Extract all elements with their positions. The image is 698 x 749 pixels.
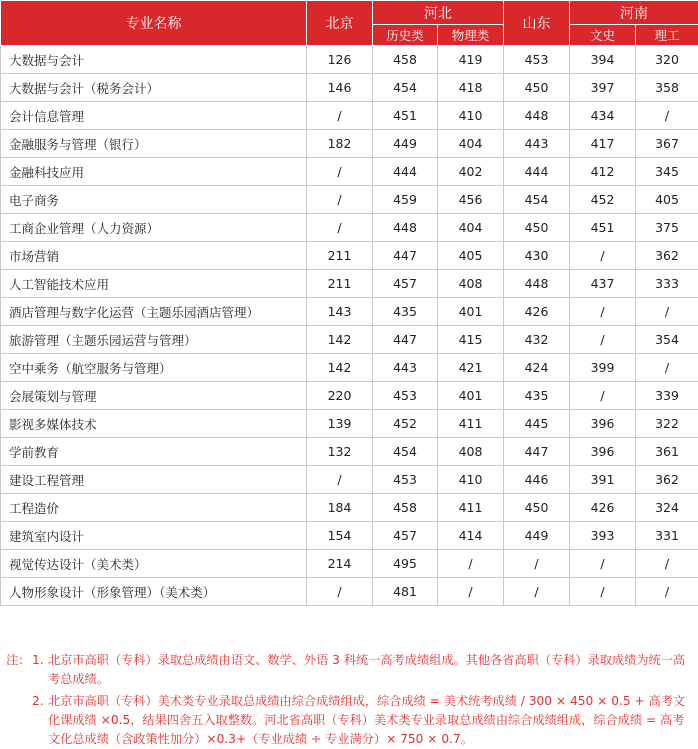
hebei-physics-cell: 402 [438,158,504,186]
header-beijing: 北京 [307,1,373,46]
major-name-cell: 金融服务与管理（银行） [1,130,307,158]
henan-arts-cell: / [570,382,636,410]
header-henan: 河南 [570,1,698,25]
major-name-cell: 旅游管理（主题乐园运营与管理） [1,326,307,354]
note-1 [6,651,694,689]
note-2 [6,692,694,749]
hebei-history-cell: 447 [373,242,438,270]
table-row [1,298,698,326]
hebei-physics-cell: 411 [438,410,504,438]
hebei-history-cell: 454 [373,74,438,102]
major-name-cell: 会计信息管理 [1,102,307,130]
beijing-cell: 184 [307,494,373,522]
henan-arts-cell: 412 [570,158,636,186]
beijing-cell: 211 [307,270,373,298]
major-name-cell: 视觉传达设计（美术类） [1,550,307,578]
hebei-history-cell: 459 [373,186,438,214]
major-name-cell: 工商企业管理（人力资源） [1,214,307,242]
hebei-history-cell: 449 [373,130,438,158]
hebei-physics-cell: 410 [438,466,504,494]
beijing-cell: 154 [307,522,373,550]
beijing-cell: / [307,466,373,494]
header-hebei-physics: 物理类 [438,25,504,46]
hebei-history-cell: 453 [373,382,438,410]
hebei-physics-cell: 418 [438,74,504,102]
beijing-cell: / [307,578,373,606]
score-table-body [1,46,698,606]
hebei-physics-cell: 405 [438,242,504,270]
table-row [1,410,698,438]
henan-arts-cell: / [570,298,636,326]
hebei-physics-cell: / [438,550,504,578]
header-hebei-history: 历史类 [373,25,438,46]
table-row [1,438,698,466]
beijing-cell: 182 [307,130,373,158]
table-row [1,102,698,130]
major-name-cell: 酒店管理与数字化运营（主题乐园酒店管理） [1,298,307,326]
hebei-physics-cell: 456 [438,186,504,214]
major-name-cell: 人工智能技术应用 [1,270,307,298]
header-henan-science: 理工 [636,25,698,46]
hebei-history-cell: 453 [373,466,438,494]
henan-science-cell: 322 [636,410,698,438]
hebei-physics-cell: 404 [438,130,504,158]
notes-lead: 注： [6,651,32,689]
henan-science-cell: / [636,354,698,382]
shandong-cell: 454 [504,186,570,214]
table-row [1,158,698,186]
hebei-history-cell: 448 [373,214,438,242]
major-name-cell: 学前教育 [1,438,307,466]
beijing-cell: 214 [307,550,373,578]
beijing-cell: 143 [307,298,373,326]
shandong-cell: 448 [504,270,570,298]
hebei-history-cell: 458 [373,494,438,522]
hebei-history-cell: 495 [373,550,438,578]
henan-arts-cell: 452 [570,186,636,214]
notes-section [6,651,694,749]
henan-arts-cell: / [570,578,636,606]
major-name-cell: 市场营销 [1,242,307,270]
table-row [1,466,698,494]
shandong-cell: 443 [504,130,570,158]
shandong-cell: 450 [504,214,570,242]
table-row [1,130,698,158]
henan-science-cell: 345 [636,158,698,186]
henan-science-cell: 339 [636,382,698,410]
hebei-history-cell: 447 [373,326,438,354]
major-name-cell: 会展策划与管理 [1,382,307,410]
beijing-cell: / [307,102,373,130]
hebei-physics-cell: 401 [438,298,504,326]
hebei-physics-cell: 408 [438,438,504,466]
table-row [1,382,698,410]
header-major: 专业名称 [1,1,307,46]
hebei-physics-cell: / [438,578,504,606]
henan-arts-cell: 396 [570,438,636,466]
note-2-text: 北京市高职（专科）美术类专业录取总成绩由综合成绩组成，综合成绩 = 美术统考成绩 / 300 × 450 × 0.5 + 高考文化课成绩 ×0.5，结果四舍五入取整数。河北省高职（专科）美术类专业录取总成绩由综合成绩组成，综合成绩 = 高考文化总成绩（含政策性加分）×0.3+（专业成绩 ÷ 专业满分）× 750 × 0.7。 [48,692,694,749]
table-row [1,270,698,298]
hebei-physics-cell: 410 [438,102,504,130]
henan-arts-cell: 451 [570,214,636,242]
henan-science-cell: 362 [636,466,698,494]
table-row [1,242,698,270]
hebei-history-cell: 452 [373,410,438,438]
beijing-cell: 220 [307,382,373,410]
henan-arts-cell: / [570,242,636,270]
major-name-cell: 人物形象设计（形象管理）（美术类） [1,578,307,606]
table-row [1,186,698,214]
henan-science-cell: / [636,550,698,578]
table-row [1,522,698,550]
henan-science-cell: / [636,298,698,326]
beijing-cell: 211 [307,242,373,270]
henan-science-cell: 361 [636,438,698,466]
shandong-cell: 444 [504,158,570,186]
hebei-physics-cell: 411 [438,494,504,522]
header-henan-arts: 文史 [570,25,636,46]
table-row [1,214,698,242]
major-name-cell: 金融科技应用 [1,158,307,186]
henan-arts-cell: 394 [570,46,636,74]
note-2-number: 2. [32,692,48,749]
henan-arts-cell: 397 [570,74,636,102]
shandong-cell: 432 [504,326,570,354]
beijing-cell: 146 [307,74,373,102]
henan-arts-cell: 426 [570,494,636,522]
header-shandong: 山东 [504,1,570,46]
major-name-cell: 大数据与会计 [1,46,307,74]
shandong-cell: 424 [504,354,570,382]
shandong-cell: / [504,550,570,578]
henan-science-cell: / [636,102,698,130]
shandong-cell: 448 [504,102,570,130]
henan-science-cell: 375 [636,214,698,242]
table-row [1,494,698,522]
note-1-number: 1. [32,651,48,689]
beijing-cell: 139 [307,410,373,438]
hebei-physics-cell: 404 [438,214,504,242]
shandong-cell: 435 [504,382,570,410]
hebei-history-cell: 454 [373,438,438,466]
beijing-cell: / [307,158,373,186]
shandong-cell: 453 [504,46,570,74]
henan-science-cell: 331 [636,522,698,550]
henan-arts-cell: 396 [570,410,636,438]
hebei-history-cell: 457 [373,270,438,298]
hebei-history-cell: 435 [373,298,438,326]
major-name-cell: 工程造价 [1,494,307,522]
table-row [1,354,698,382]
table-row [1,326,698,354]
shandong-cell: 449 [504,522,570,550]
hebei-history-cell: 451 [373,102,438,130]
henan-arts-cell: 393 [570,522,636,550]
hebei-history-cell: 444 [373,158,438,186]
henan-arts-cell: 434 [570,102,636,130]
beijing-cell: 132 [307,438,373,466]
shandong-cell: 450 [504,494,570,522]
table-row [1,550,698,578]
major-name-cell: 影视多媒体技术 [1,410,307,438]
hebei-history-cell: 458 [373,46,438,74]
major-name-cell: 空中乘务（航空服务与管理） [1,354,307,382]
shandong-cell: 447 [504,438,570,466]
henan-science-cell: 362 [636,242,698,270]
shandong-cell: 445 [504,410,570,438]
henan-arts-cell: 391 [570,466,636,494]
beijing-cell: 142 [307,354,373,382]
major-name-cell: 建筑室内设计 [1,522,307,550]
hebei-physics-cell: 401 [438,382,504,410]
shandong-cell: 430 [504,242,570,270]
hebei-history-cell: 457 [373,522,438,550]
henan-science-cell: 405 [636,186,698,214]
henan-science-cell: 358 [636,74,698,102]
header-hebei: 河北 [373,1,504,25]
beijing-cell: / [307,214,373,242]
henan-science-cell: 333 [636,270,698,298]
hebei-physics-cell: 419 [438,46,504,74]
shandong-cell: 426 [504,298,570,326]
henan-science-cell: 354 [636,326,698,354]
henan-arts-cell: 399 [570,354,636,382]
henan-arts-cell: / [570,326,636,354]
henan-science-cell: 320 [636,46,698,74]
beijing-cell: 142 [307,326,373,354]
beijing-cell: 126 [307,46,373,74]
major-name-cell: 大数据与会计（税务会计） [1,74,307,102]
hebei-history-cell: 443 [373,354,438,382]
hebei-physics-cell: 415 [438,326,504,354]
header-row-1 [1,1,698,25]
henan-science-cell: 367 [636,130,698,158]
henan-arts-cell: 417 [570,130,636,158]
shandong-cell: 450 [504,74,570,102]
hebei-physics-cell: 408 [438,270,504,298]
shandong-cell: 446 [504,466,570,494]
hebei-history-cell: 481 [373,578,438,606]
henan-arts-cell: 437 [570,270,636,298]
henan-science-cell: 324 [636,494,698,522]
henan-arts-cell: / [570,550,636,578]
table-row [1,46,698,74]
hebei-physics-cell: 414 [438,522,504,550]
major-name-cell: 建设工程管理 [1,466,307,494]
beijing-cell: / [307,186,373,214]
major-name-cell: 电子商务 [1,186,307,214]
shandong-cell: / [504,578,570,606]
hebei-physics-cell: 421 [438,354,504,382]
table-row [1,578,698,606]
henan-science-cell: / [636,578,698,606]
table-row [1,74,698,102]
note-1-text: 北京市高职（专科）录取总成绩由语文、数学、外语 3 科统一高考成绩组成。其他各省高职（专科）录取成绩为统一高考总成绩。 [48,651,694,689]
